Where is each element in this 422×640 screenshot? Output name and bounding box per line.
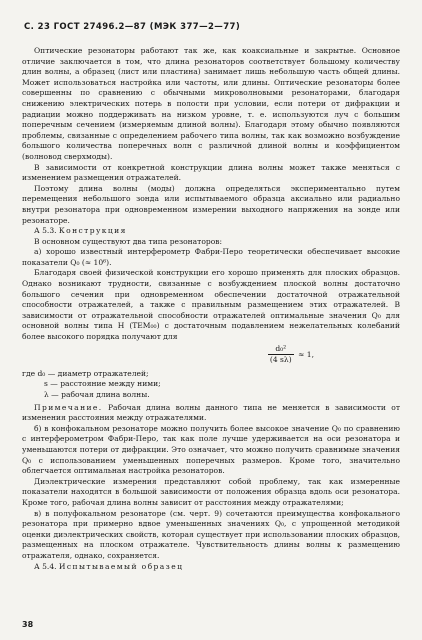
formula-relation: ≈ 1,	[298, 349, 314, 359]
note-label: Примечание.	[34, 402, 103, 412]
page-header: С. 23 ГОСТ 27496.2—87 (МЭК 377—2—77)	[24, 22, 241, 32]
formula-numerator: d₀²	[268, 344, 294, 356]
paragraph-type-c: в) в полуфокальном резонаторе (см. черт. 9) сочетаются преимущества конфокального резонатора при примерно вдвое уменьшенных значениях Q₀, с упрощенной методикой оценки диэлектрических свойств, которая существует при использовании плоских образцов, размещенных на плоском отражателе. Чувствительность длины волны к размещению отражателя, однако, сохраняется.	[22, 508, 400, 560]
paragraph-type-b: б) в конфокальном резонаторе можно получить более высокое значение Q₀ по сравнению с интерферометром Фабри-Перо, так как поле лучше удерживается на оси резонатора и уменьшаются потери от дифракции. Это означает, что можно получить сравнимые значения Q₀ с использованием уменьшенных поперечных размеров. Кроме того, значительно облегчается оптимальная настройка резонаторов.	[22, 423, 400, 476]
note	[22, 403, 400, 424]
note-text: Рабочая длина волны данного типа не меняется в зависимости от изменения расстояния между отражателями.	[22, 402, 401, 423]
legend-d0: где d₀ — диаметр отражателей;	[22, 368, 149, 378]
section-heading-construction	[22, 226, 400, 237]
formula-fraction	[268, 344, 294, 366]
formula-denominator: (4 sλ)	[269, 355, 292, 365]
paragraph-resonators-intro: Оптические резонаторы работают так же, как коаксиальные и закрытые. Основное отличие заключается в том, что длина резонаторов соответствует большому количеству длин волны, а образец (лист или пластина) занимает лишь небольшую часть общей длины. Может использоваться настройка или частоты, или длины. Оптические резонаторы более совершенны по сравнению с обычными микроволновыми резонаторами, благодаря снижению электрических потерь в полости при условии, если потери от дифракции и радиации можно поддерживать на низком уровне, т. е. используются луч с большим поперечным сечением (измеряемым длиной волны). Благодаря этому обычно появляются проблемы, связанные с определением рабочего типа волны, так как возможно возбуждение большого количества поперечных волн с различной длиной волны и коэффициентом (волновод сверхмоды).	[22, 46, 400, 161]
legend-s: s — расстояние между ними;	[44, 379, 161, 389]
section-number: А 5.3.	[34, 226, 57, 236]
paragraph-type-a: а) хорошо известный интерферометр Фабри-Перо теоретически обеспечивает высокие показатели Q₀ (≈ 10⁶).	[22, 247, 400, 267]
formula	[22, 344, 400, 366]
page-number: 38	[22, 620, 34, 629]
formula-legend	[22, 369, 400, 401]
section-number: А 5.4.	[34, 561, 57, 571]
section-title: Испытываемый образец	[58, 561, 184, 571]
paragraph-wavelength-change: В зависимости от конкретной конструкции длина волны может также меняться с изменением размещения отражателей.	[22, 162, 400, 183]
body-text	[22, 46, 400, 572]
paragraph-wavelength-experiment: Поэтому длина волны (моды) должна определяться экспериментально путем перемещения небольшого зонда или испытываемого образца аксиально или радиально внутри резонатора при одновременном измерении выходного напряжения на зонде или резонаторе.	[22, 183, 400, 225]
section-heading-specimen	[22, 562, 400, 573]
paragraph-two-types: В основном существуют два типа резонаторов:	[34, 236, 223, 246]
paragraph-construction: Благодаря своей физической конструкции его хорошо применять для плоских образцов. Однако возникают трудности, связанные с возбуждением плоской волны достаточно большого сечения при одновременном обеспечении достаточной отражательной способности отражателей, а также с правильным размещением этих отражателей. В зависимости от отражательной способности отражателей оптимальные значения Q₀ для основной волны типа Н (TEM₀₀) с достаточным подавлением нежелательных колебаний более высокого порядка получают для	[22, 268, 400, 342]
legend-lambda: λ — рабочая длина волны.	[44, 390, 150, 399]
section-title: Конструкция	[58, 226, 127, 236]
paragraph-dielectric: Диэлектрические измерения представляют собой проблему, так как измеренные показатели находятся в большой зависимости от положения образца вдоль оси резонатора. Кроме того, рабочая длина волны зависит от расстояния между отражателями;	[22, 476, 400, 507]
